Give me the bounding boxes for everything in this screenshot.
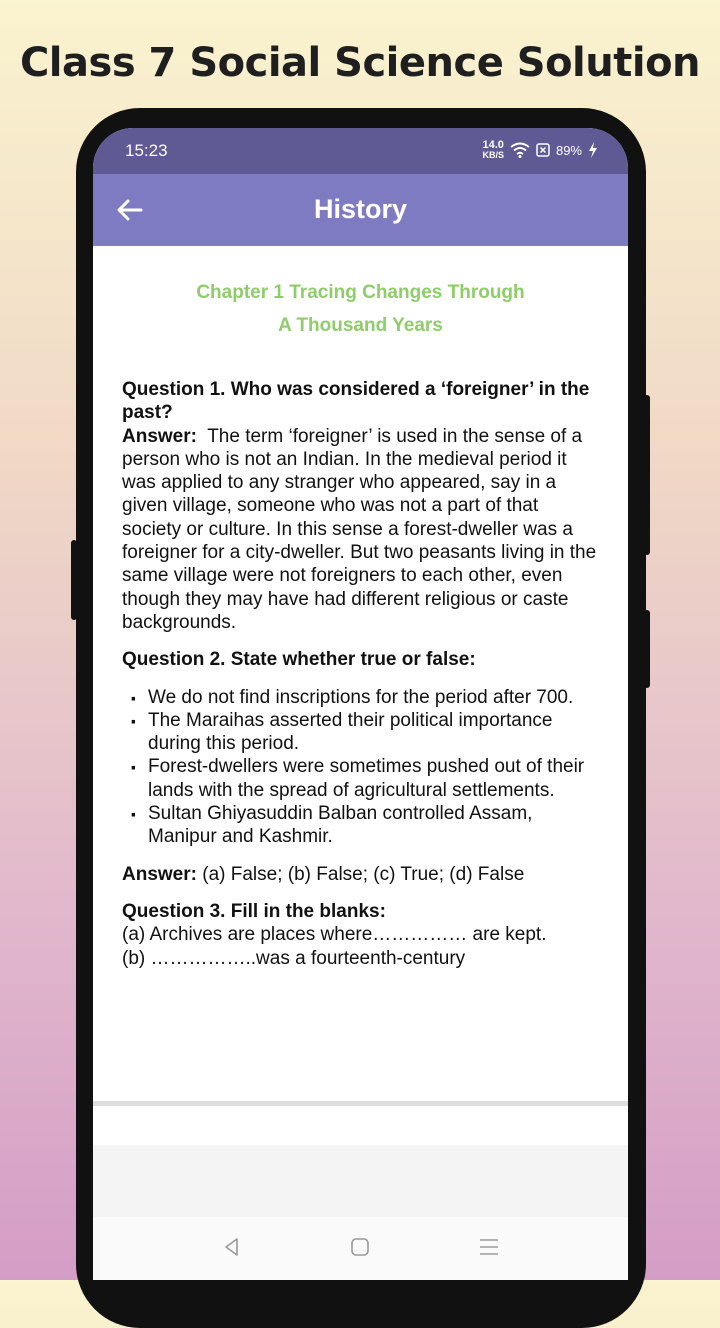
status-time: 15:23	[125, 141, 168, 160]
battery-icon	[588, 142, 598, 158]
promo-title: Class 7 Social Science Solution	[19, 40, 701, 86]
phone-side-button-left	[71, 540, 77, 620]
phone-screen	[93, 128, 628, 1280]
phone-side-button-right-1	[644, 395, 650, 555]
content-scroll[interactable]	[93, 246, 628, 1102]
phone-side-button-right-2	[644, 610, 650, 688]
nav-recents-icon[interactable]	[477, 1235, 501, 1259]
sim-icon	[536, 143, 550, 157]
answer-1	[122, 425, 602, 635]
system-nav-bar	[93, 1217, 628, 1280]
question-3: Question 3. Fill in the blanks:	[122, 900, 386, 922]
chapter-title-line1: Chapter 1 Tracing Changes Through	[196, 282, 525, 303]
nav-home-icon[interactable]	[348, 1235, 372, 1259]
wifi-icon	[510, 142, 530, 158]
app-bar	[93, 174, 628, 246]
true-false-list	[122, 686, 602, 849]
list-item: · Sultan Ghiyasuddin Balban controlled Assam, Manipur and Kashmir.	[122, 802, 602, 849]
divider	[93, 1101, 628, 1106]
answer-2	[122, 863, 602, 886]
list-item: · Forest-dwellers were sometimes pushed out of their lands with the spread of agricultural settlements.	[122, 755, 602, 802]
nav-back-icon[interactable]	[220, 1235, 244, 1259]
answer-1-text: The term ‘foreigner’ is used in the sense of a person who is not an Indian. In the medieval period it was applied to any stranger who appeared, say in a given village, someone who was not a part of that society or culture. In this sense a forest-dweller was a foreigner for a city-dweller. But two peasants living in the same village were not foreigners to each other, even though they may have had different religious or caste backgrounds.	[122, 425, 597, 633]
battery-percent: 89%	[555, 142, 582, 158]
article-body	[122, 378, 602, 970]
question-2: Question 2. State whether true or false:	[122, 649, 476, 671]
chapter-title	[93, 276, 628, 342]
app-bar-title: History	[313, 194, 408, 224]
fill-blank-b: (b) ……………..was a fourteenth-century	[122, 947, 466, 969]
answer-2-label: Answer:	[122, 863, 197, 885]
answer-2-text: (a) False; (b) False; (c) True; (d) False	[202, 863, 525, 885]
fill-blank-a: (a) Archives are places where…………… are kept.	[122, 924, 547, 946]
status-right	[482, 140, 598, 160]
status-bar	[93, 128, 628, 174]
network-speed: 14.0 KB/S	[482, 139, 504, 160]
answer-1-label: Answer:	[122, 425, 197, 447]
ad-area	[93, 1145, 628, 1217]
question-1: Question 1. Who was considered a ‘foreigner’ in the past?	[122, 379, 590, 424]
chapter-title-line2: A Thousand Years	[278, 315, 443, 336]
list-item: · We do not find inscriptions for the period after 700.	[122, 686, 602, 709]
list-item: · The Maraihas asserted their political importance during this period.	[122, 709, 602, 756]
